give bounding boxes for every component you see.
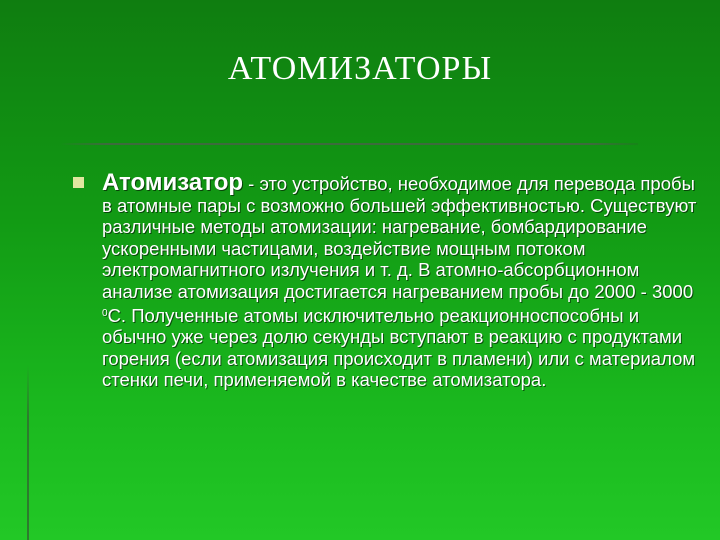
degree-superscript: 0 — [102, 307, 108, 319]
definition-text-part2: С. Полученные атомы исключительно реакционноспособны и обычно уже через долю секунды вступают в реакцию с продуктами горения (если атомизация происходит в пламени) или с материалом стенки печи, применяемой в качестве атомизатора. — [102, 304, 696, 391]
square-bullet-icon — [73, 177, 84, 188]
decorative-vertical-line — [27, 365, 29, 540]
title-divider — [60, 143, 638, 145]
definition-text-part1: - это устройство, необходимое для перевода пробы в атомные пары с возможно большей эффективностью. Существуют различные методы атомизации: нагревание, бомбардирование ускоренными частицами, воздействие мощным потоком электромагнитного излучения и т. д. В атомно-абсорбционном анализе атомизация достигается нагреванием пробы до 2000 - 3000 — [102, 173, 697, 302]
term-heading: Атомизатор — [102, 169, 244, 196]
slide-title: АТОМИЗАТОРЫ — [227, 50, 493, 87]
definition-paragraph — [102, 169, 702, 391]
